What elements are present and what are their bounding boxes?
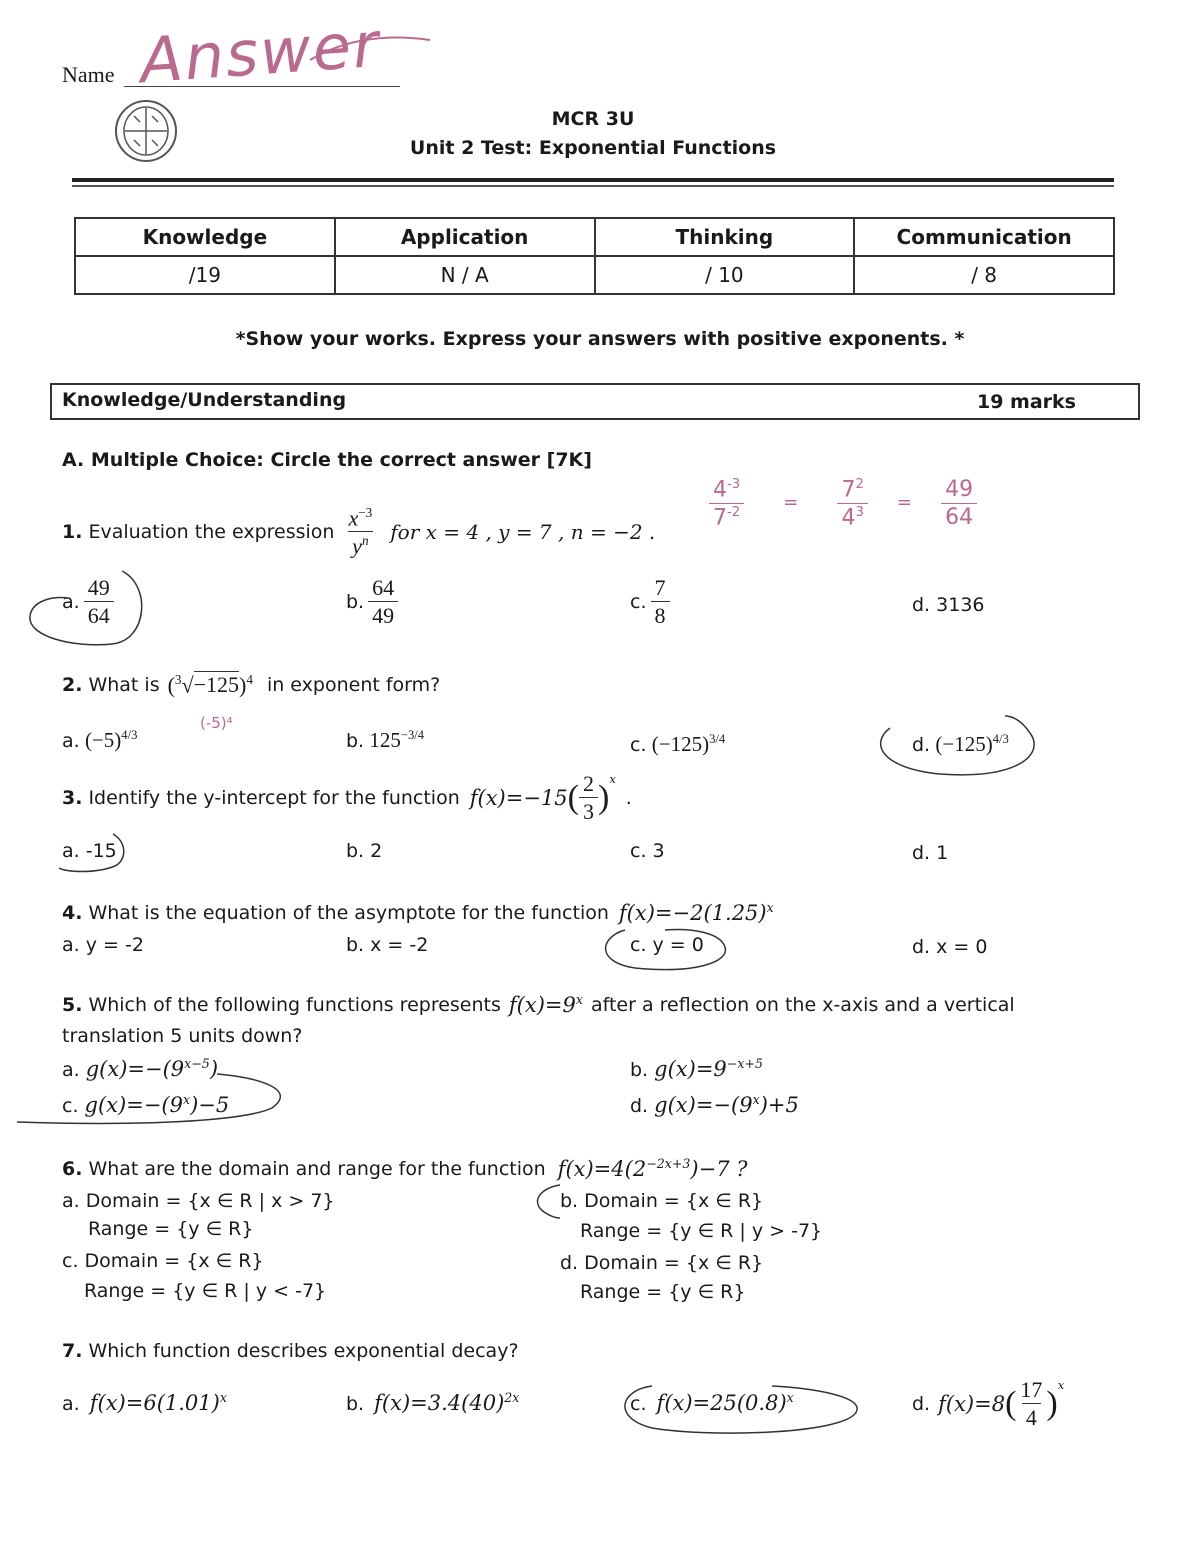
q1-expression: $\frac{x^{-3}}{y^n}$ (348, 505, 373, 559)
marks-value-communication: / 8 (854, 256, 1114, 294)
q7-answer-circle (612, 1378, 864, 1440)
question-1 (62, 506, 655, 558)
q4-option-d[interactable]: d. x = 0 (912, 936, 988, 958)
question-6: 6. What are the domain and range for the function $f(x)=4(2^{-2x+3})-7$ ? (62, 1156, 748, 1181)
marks-header-communication: Communication (854, 218, 1114, 256)
q3-option-c[interactable]: c. 3 (630, 840, 665, 862)
q6-option-a-domain[interactable]: a. Domain = {x ∈ R | x > 7} (62, 1190, 335, 1212)
q6-option-a-range: Range = {y ∈ R} (88, 1218, 254, 1240)
q4-answer-circle (595, 922, 735, 977)
q4-option-a[interactable]: a. y = -2 (62, 934, 144, 956)
q3-option-a[interactable]: a. -15 (62, 840, 117, 862)
q5-option-d[interactable]: d. $g(x)=-(9^x)+5$ (630, 1092, 799, 1117)
q2-option-c[interactable]: c. $(-125)^{3/4}$ (630, 732, 726, 756)
section-marks: 19 marks (977, 391, 1076, 413)
q5-answer-circle (12, 1070, 297, 1130)
q6-option-b-domain[interactable]: b. Domain = {x ∈ R} (560, 1190, 764, 1212)
marks-table (74, 217, 1115, 295)
q1-number: 1. (62, 520, 83, 543)
question-2: 2. What is $(^3√-125)^4$ in exponent form? (62, 672, 441, 698)
marks-header-knowledge: Knowledge (75, 218, 335, 256)
q1-condition: for x = 4 , y = 7 , n = −2 . (390, 519, 656, 544)
q7-option-d[interactable]: d. f(x)=8 ( $\frac{17}{4}$ ) $^x$ (912, 1377, 1065, 1431)
part-a-title: A. Multiple Choice: Circle the correct answer [7K] (62, 449, 592, 471)
q3-option-d[interactable]: d. 1 (912, 842, 949, 864)
question-7: 7. Which function describes exponential decay? (62, 1340, 519, 1362)
q7-option-b[interactable]: b. $f(x)=3.4(40)^{2x}$ (346, 1390, 520, 1415)
q1-option-d[interactable]: d. 3136 (912, 594, 985, 616)
name-flourish (300, 20, 440, 70)
q1-handwritten-work: $\frac{4^{-3}}{7^{-2}}$ = $\frac{7^2}{4^3}$ = $\frac{49}{64}$ (705, 478, 981, 530)
q5-text-line2: translation 5 units down? (62, 1025, 303, 1047)
marks-header-thinking: Thinking (595, 218, 855, 256)
q2-option-d[interactable]: d. $(-125)^{4/3}$ (912, 732, 1009, 756)
marks-value-thinking: / 10 (595, 256, 855, 294)
q6-option-c-range: Range = {y ∈ R | y < -7} (84, 1280, 327, 1302)
marks-value-knowledge: /19 (75, 256, 335, 294)
section-title: Knowledge/Understanding (62, 389, 347, 411)
marks-value-application: N / A (335, 256, 595, 294)
test-title: Unit 2 Test: Exponential Functions (409, 137, 777, 159)
q6-answer-circle (530, 1182, 580, 1222)
q2-radical-expression: $(^3√-125)^4$ (167, 672, 253, 698)
q3-option-b[interactable]: b. 2 (346, 840, 383, 862)
q1-answer-circle (22, 566, 152, 651)
q3-answer-circle (55, 830, 135, 874)
q1-text: Evaluation the expression (88, 520, 335, 543)
q2-answer-circle (870, 708, 1050, 788)
header-rule-thin (72, 185, 1114, 187)
q7-option-a[interactable]: a. $f(x)=6(1.01)^x$ (62, 1390, 227, 1415)
q2-option-a[interactable]: a. $(-5)^{4/3}$ (62, 728, 138, 752)
q7-option-c[interactable]: c. $f(x)=25(0.8)^x$ (630, 1390, 794, 1415)
question-4: 4. What is the equation of the asymptote for the function $f(x)=-2(1.25)^x$ (62, 900, 774, 925)
q4-option-b[interactable]: b. x = -2 (346, 934, 429, 956)
q5-option-c[interactable]: c. $g(x)=-(9^x)-5$ (62, 1092, 230, 1117)
question-3: 3. Identify the y-intercept for the function f(x)=−15 ( $\frac{2}{3}$ ) $^x$ . (62, 771, 632, 825)
course-code: MCR 3U (551, 108, 635, 130)
q5-option-b[interactable]: b. $g(x)=9^{-x+5}$ (630, 1056, 764, 1081)
name-answer-handwriting: Answer (137, 7, 383, 98)
q2-option-b[interactable]: b. $125^{-3/4}$ (346, 728, 425, 752)
name-label: Name (62, 62, 115, 87)
q2-handwritten-work: (-5)⁴ (200, 714, 233, 732)
q6-option-d-range: Range = {y ∈ R} (580, 1281, 746, 1303)
marks-header-application: Application (335, 218, 595, 256)
instructions: *Show your works. Express your answers with positive exponents. * (235, 328, 965, 350)
q1-option-a[interactable]: a. $\frac{49}{64}$ (62, 576, 118, 627)
q6-option-b-range: Range = {y ∈ R | y > -7} (580, 1220, 823, 1242)
q5-option-a[interactable]: a. $g(x)=-(9^{x-5})$ (62, 1056, 219, 1081)
question-5: 5. Which of the following functions represents $f(x)=9^x$ after a reflection on the x-axis and a vertical (62, 992, 1015, 1017)
q6-option-c-domain[interactable]: c. Domain = {x ∈ R} (62, 1250, 264, 1272)
q6-option-d-domain[interactable]: d. Domain = {x ∈ R} (560, 1252, 764, 1274)
header-rule-thick (72, 178, 1114, 182)
q1-option-c[interactable]: c. $\frac{7}{8}$ (630, 576, 674, 627)
section-header (50, 383, 1140, 420)
q1-option-b[interactable]: b. $\frac{64}{49}$ (346, 576, 402, 627)
q4-option-c[interactable]: c. y = 0 (630, 934, 704, 956)
